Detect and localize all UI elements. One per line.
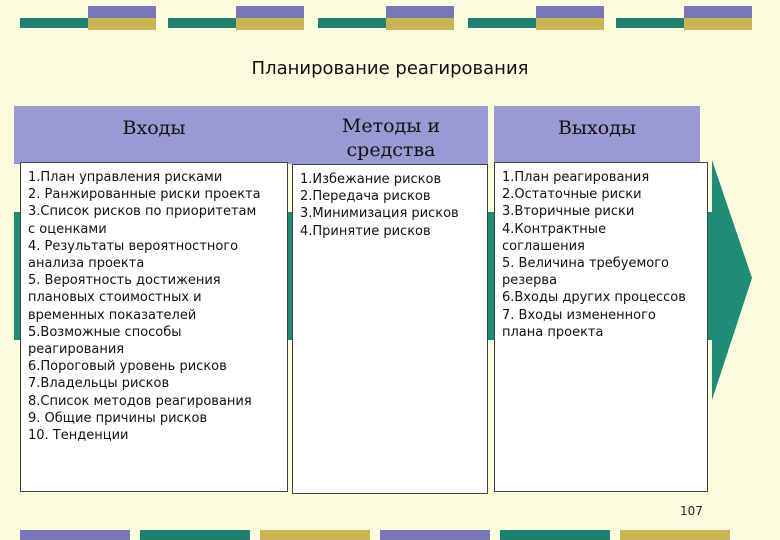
outputs-box [494, 162, 708, 492]
methods-item: 3.Минимизация рисков [300, 206, 459, 222]
inputs-item: анализа проекта [28, 256, 145, 272]
inputs-item: 1.План управления рисками [28, 170, 223, 185]
inputs-item: 8.Список методов реагирования [28, 393, 252, 409]
page-number: 107 [680, 504, 703, 518]
inputs-item: 5.Возможные способы [28, 324, 182, 340]
column-header-methods: Методы и средства [294, 106, 488, 164]
inputs-item: 4. Результаты вероятностного [28, 238, 239, 254]
inputs-box [20, 162, 288, 492]
outputs-item: 3.Вторичные риски [502, 204, 635, 220]
inputs-item: реагирования [28, 342, 125, 358]
methods-box [292, 164, 488, 494]
column-header-outputs: Выходы [494, 106, 700, 164]
inputs-item: временных показателей [28, 307, 197, 323]
outputs-item: резерва [502, 273, 558, 289]
outputs-item: 4.Контрактные [502, 221, 607, 237]
outputs-item: 2.Остаточные риски [502, 187, 642, 203]
inputs-item: 9. Общие причины рисков [28, 410, 208, 426]
outputs-item: плана проекта [502, 324, 604, 340]
outputs-item: 1.План реагирования [502, 170, 650, 185]
inputs-item: 6.Пороговый уровень рисков [28, 359, 227, 375]
outputs-item: соглашения [502, 238, 585, 254]
outputs-item: 5. Величина требуемого [502, 256, 670, 272]
outputs-item: 6.Входы других процессов [502, 290, 686, 306]
inputs-item: плановых стоимостных и [28, 290, 202, 306]
inputs-item: 2. Ранжированные риски проекта [28, 187, 261, 203]
inputs-item: 3.Список рисков по приоритетам [28, 204, 257, 220]
methods-item: 1.Избежание рисков [300, 172, 442, 187]
methods-item: 2.Передача рисков [300, 189, 431, 205]
inputs-item: с оценками [28, 221, 107, 237]
inputs-item: 5. Вероятность достижения [28, 273, 221, 289]
methods-item: 4.Принятие рисков [300, 223, 431, 239]
column-header-inputs: Входы [14, 106, 294, 164]
inputs-item: 7.Владельцы рисков [28, 376, 170, 392]
page-title: Планирование реагирования [251, 58, 529, 79]
inputs-item: 10. Тенденции [28, 428, 129, 444]
outputs-item: 7. Входы измененного [502, 307, 656, 323]
